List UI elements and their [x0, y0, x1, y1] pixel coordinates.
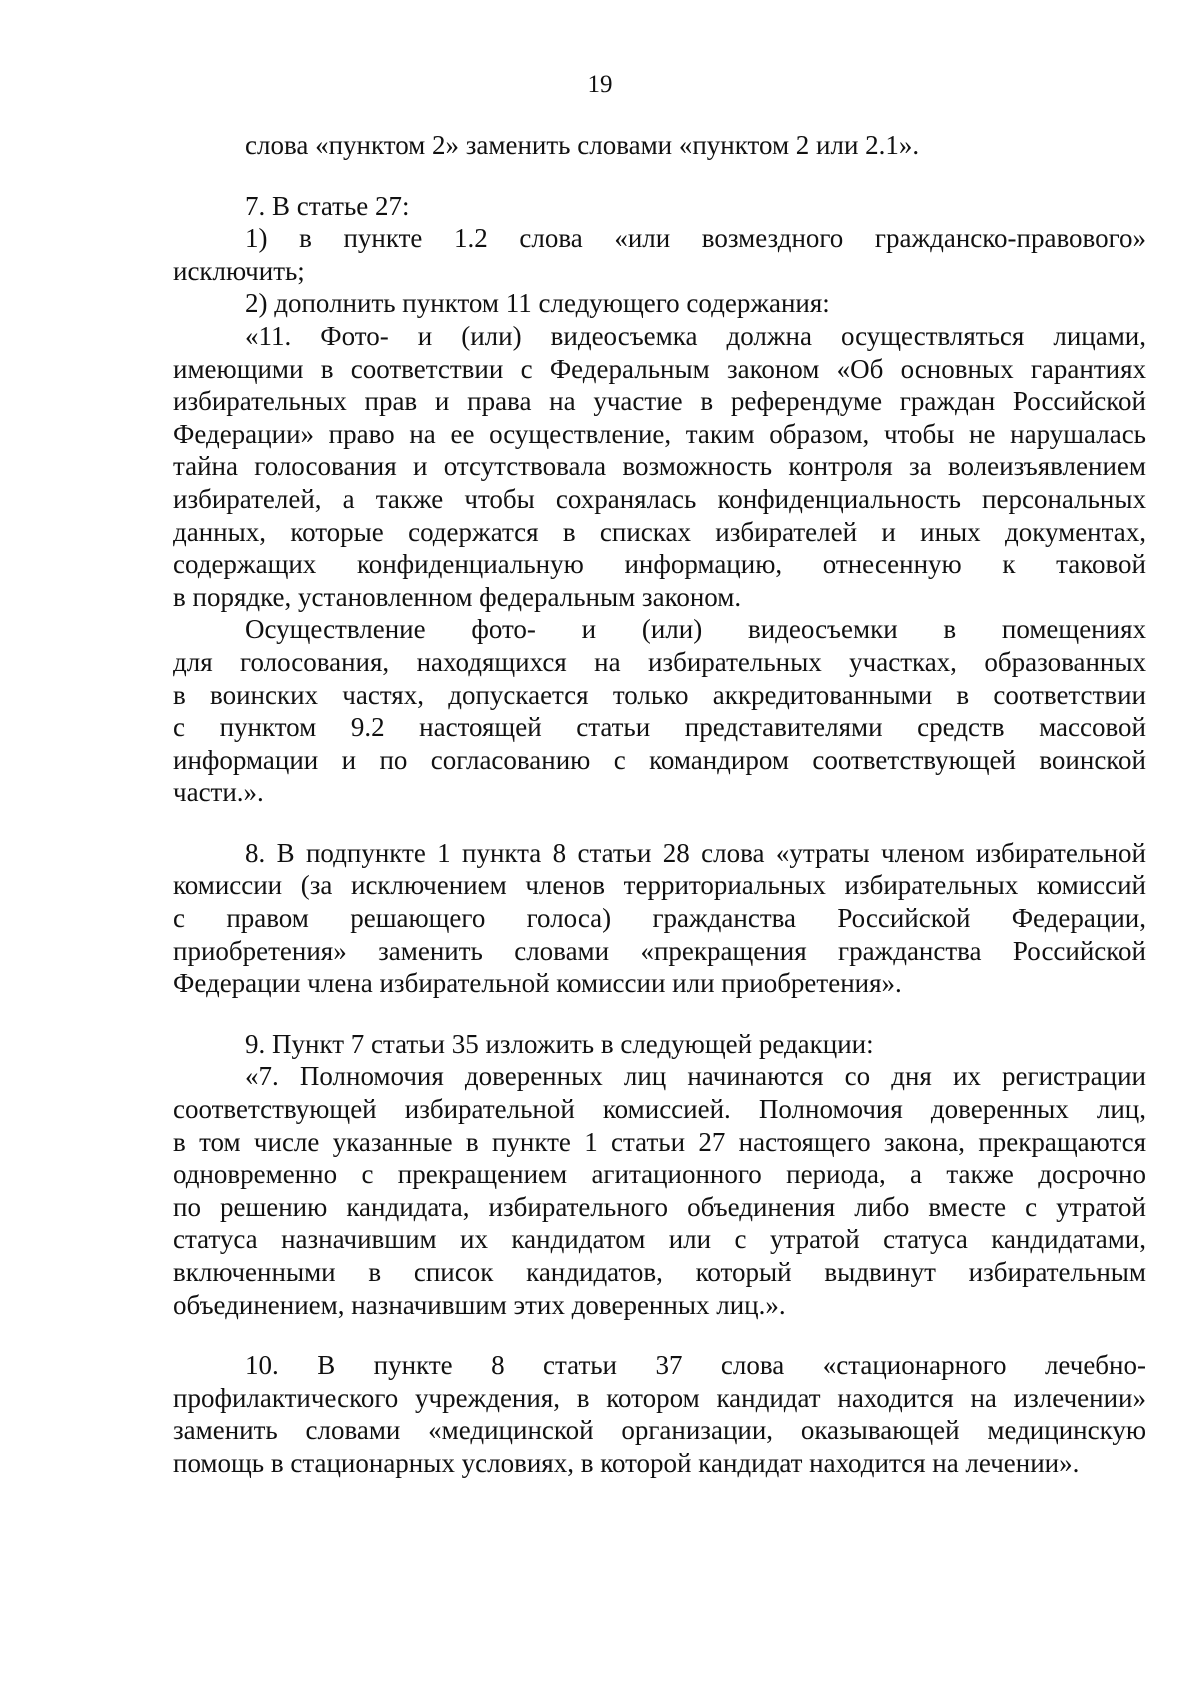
- text-line: в том числе указанные в пункте 1 статьи 27 настоящего закона, прекращаются: [173, 1126, 1146, 1157]
- text-line: одновременно с прекращением агитационного периода, а также досрочно: [173, 1159, 1146, 1190]
- text-line: соответствующей избирательной комиссией. Полномочия доверенных лиц,: [173, 1094, 1146, 1125]
- text-line: Федерации» право на ее осуществление, таким образом, чтобы не нарушалась: [173, 418, 1146, 449]
- text-line: для голосования, находящихся на избирательных участках, образованных: [173, 646, 1146, 677]
- text-line: информации и по согласованию с командиром соответствующей воинской: [173, 744, 1146, 775]
- paragraph-gap: [173, 809, 1146, 837]
- text-line: с правом решающего голоса) гражданства Российской Федерации,: [173, 903, 1146, 934]
- text-line: исключить;: [173, 255, 305, 286]
- text-line: избирателей, а также чтобы сохранялась конфиденциальность персональных: [173, 483, 1146, 514]
- text-line: в порядке, установленном федеральным законом.: [173, 581, 742, 612]
- paragraph-gap: [173, 1321, 1146, 1349]
- text-line: части.».: [173, 777, 264, 808]
- text-line: заменить словами «медицинской организации, оказывающей медицинскую: [173, 1415, 1146, 1446]
- paragraph: [173, 320, 1146, 613]
- paragraph: [173, 287, 1146, 320]
- text-line: комиссии (за исключением членов территориальных избирательных комиссий: [173, 870, 1146, 901]
- text-line: приобретения» заменить словами «прекращения гражданства Российской: [173, 935, 1146, 966]
- paragraph: [173, 1028, 1146, 1061]
- paragraph-gap: [173, 162, 1146, 190]
- text-line: включенными в список кандидатов, который выдвинут избирательным: [173, 1257, 1146, 1287]
- text-line: имеющими в соответствии с Федеральным законом «Об основных гарантиях: [173, 353, 1146, 384]
- paragraph: [173, 613, 1146, 809]
- text-line: слова «пунктом 2» заменить словами «пунктом 2 или 2.1».: [245, 130, 920, 160]
- paragraph-gap: [173, 1000, 1146, 1028]
- text-line: тайна голосования и отсутствовала возможность контроля за волеизъявлением: [173, 451, 1146, 482]
- text-line: Осуществление фото- и (или) видеосъемки в помещениях: [245, 614, 1146, 645]
- paragraph: [173, 837, 1146, 1000]
- text-line: с пунктом 9.2 настоящей статьи представителями средств массовой: [173, 712, 1146, 743]
- text-line: данных, которые содержатся в списках избирателей и иных документах,: [173, 516, 1146, 547]
- document-body: [173, 129, 1146, 1480]
- text-line: 9. Пункт 7 статьи 35 изложить в следующей редакции:: [245, 1028, 874, 1059]
- text-line: профилактического учреждения, в котором кандидат находится на излечении»: [173, 1382, 1146, 1413]
- text-line: по решению кандидата, избирательного объединения либо вместе с утратой: [173, 1191, 1146, 1222]
- text-line: 1) в пункте 1.2 слова «или возмездного гражданско-правового»: [245, 223, 1146, 254]
- text-line: помощь в стационарных условиях, в которой кандидат находится на лечении».: [173, 1447, 1080, 1478]
- text-line: 10. В пункте 8 статьи 37 слова «стационарного лечебно-: [245, 1350, 1146, 1381]
- text-line: «11. Фото- и (или) видеосъемка должна осуществляться лицами,: [245, 320, 1146, 351]
- text-line: избирательных прав и права на участие в референдуме граждан Российской: [173, 386, 1146, 417]
- text-line: 8. В подпункте 1 пункта 8 статьи 28 слова «утраты членом избирательной: [245, 837, 1146, 868]
- text-line: содержащих конфиденциальную информацию, отнесенную к таковой: [173, 549, 1146, 580]
- paragraph: [173, 222, 1146, 287]
- text-line: 2) дополнить пунктом 11 следующего содержания:: [245, 288, 830, 319]
- text-line: в воинских частях, допускается только аккредитованными в соответствии: [173, 679, 1146, 710]
- text-line: статуса назначившим их кандидатом или с утратой статуса кандидатами,: [173, 1224, 1146, 1255]
- text-line: «7. Полномочия доверенных лиц начинаются со дня их регистрации: [245, 1061, 1146, 1092]
- paragraph: [173, 190, 1146, 223]
- text-line: 7. В статье 27:: [245, 190, 410, 221]
- text-line: Федерации члена избирательной комиссии или приобретения».: [173, 968, 902, 999]
- paragraph: [173, 1060, 1146, 1321]
- page-number: 19: [587, 71, 613, 98]
- text-line: объединением, назначившим этих доверенных лиц.».: [173, 1289, 786, 1320]
- paragraph: [173, 1349, 1146, 1479]
- paragraph: [173, 129, 1146, 162]
